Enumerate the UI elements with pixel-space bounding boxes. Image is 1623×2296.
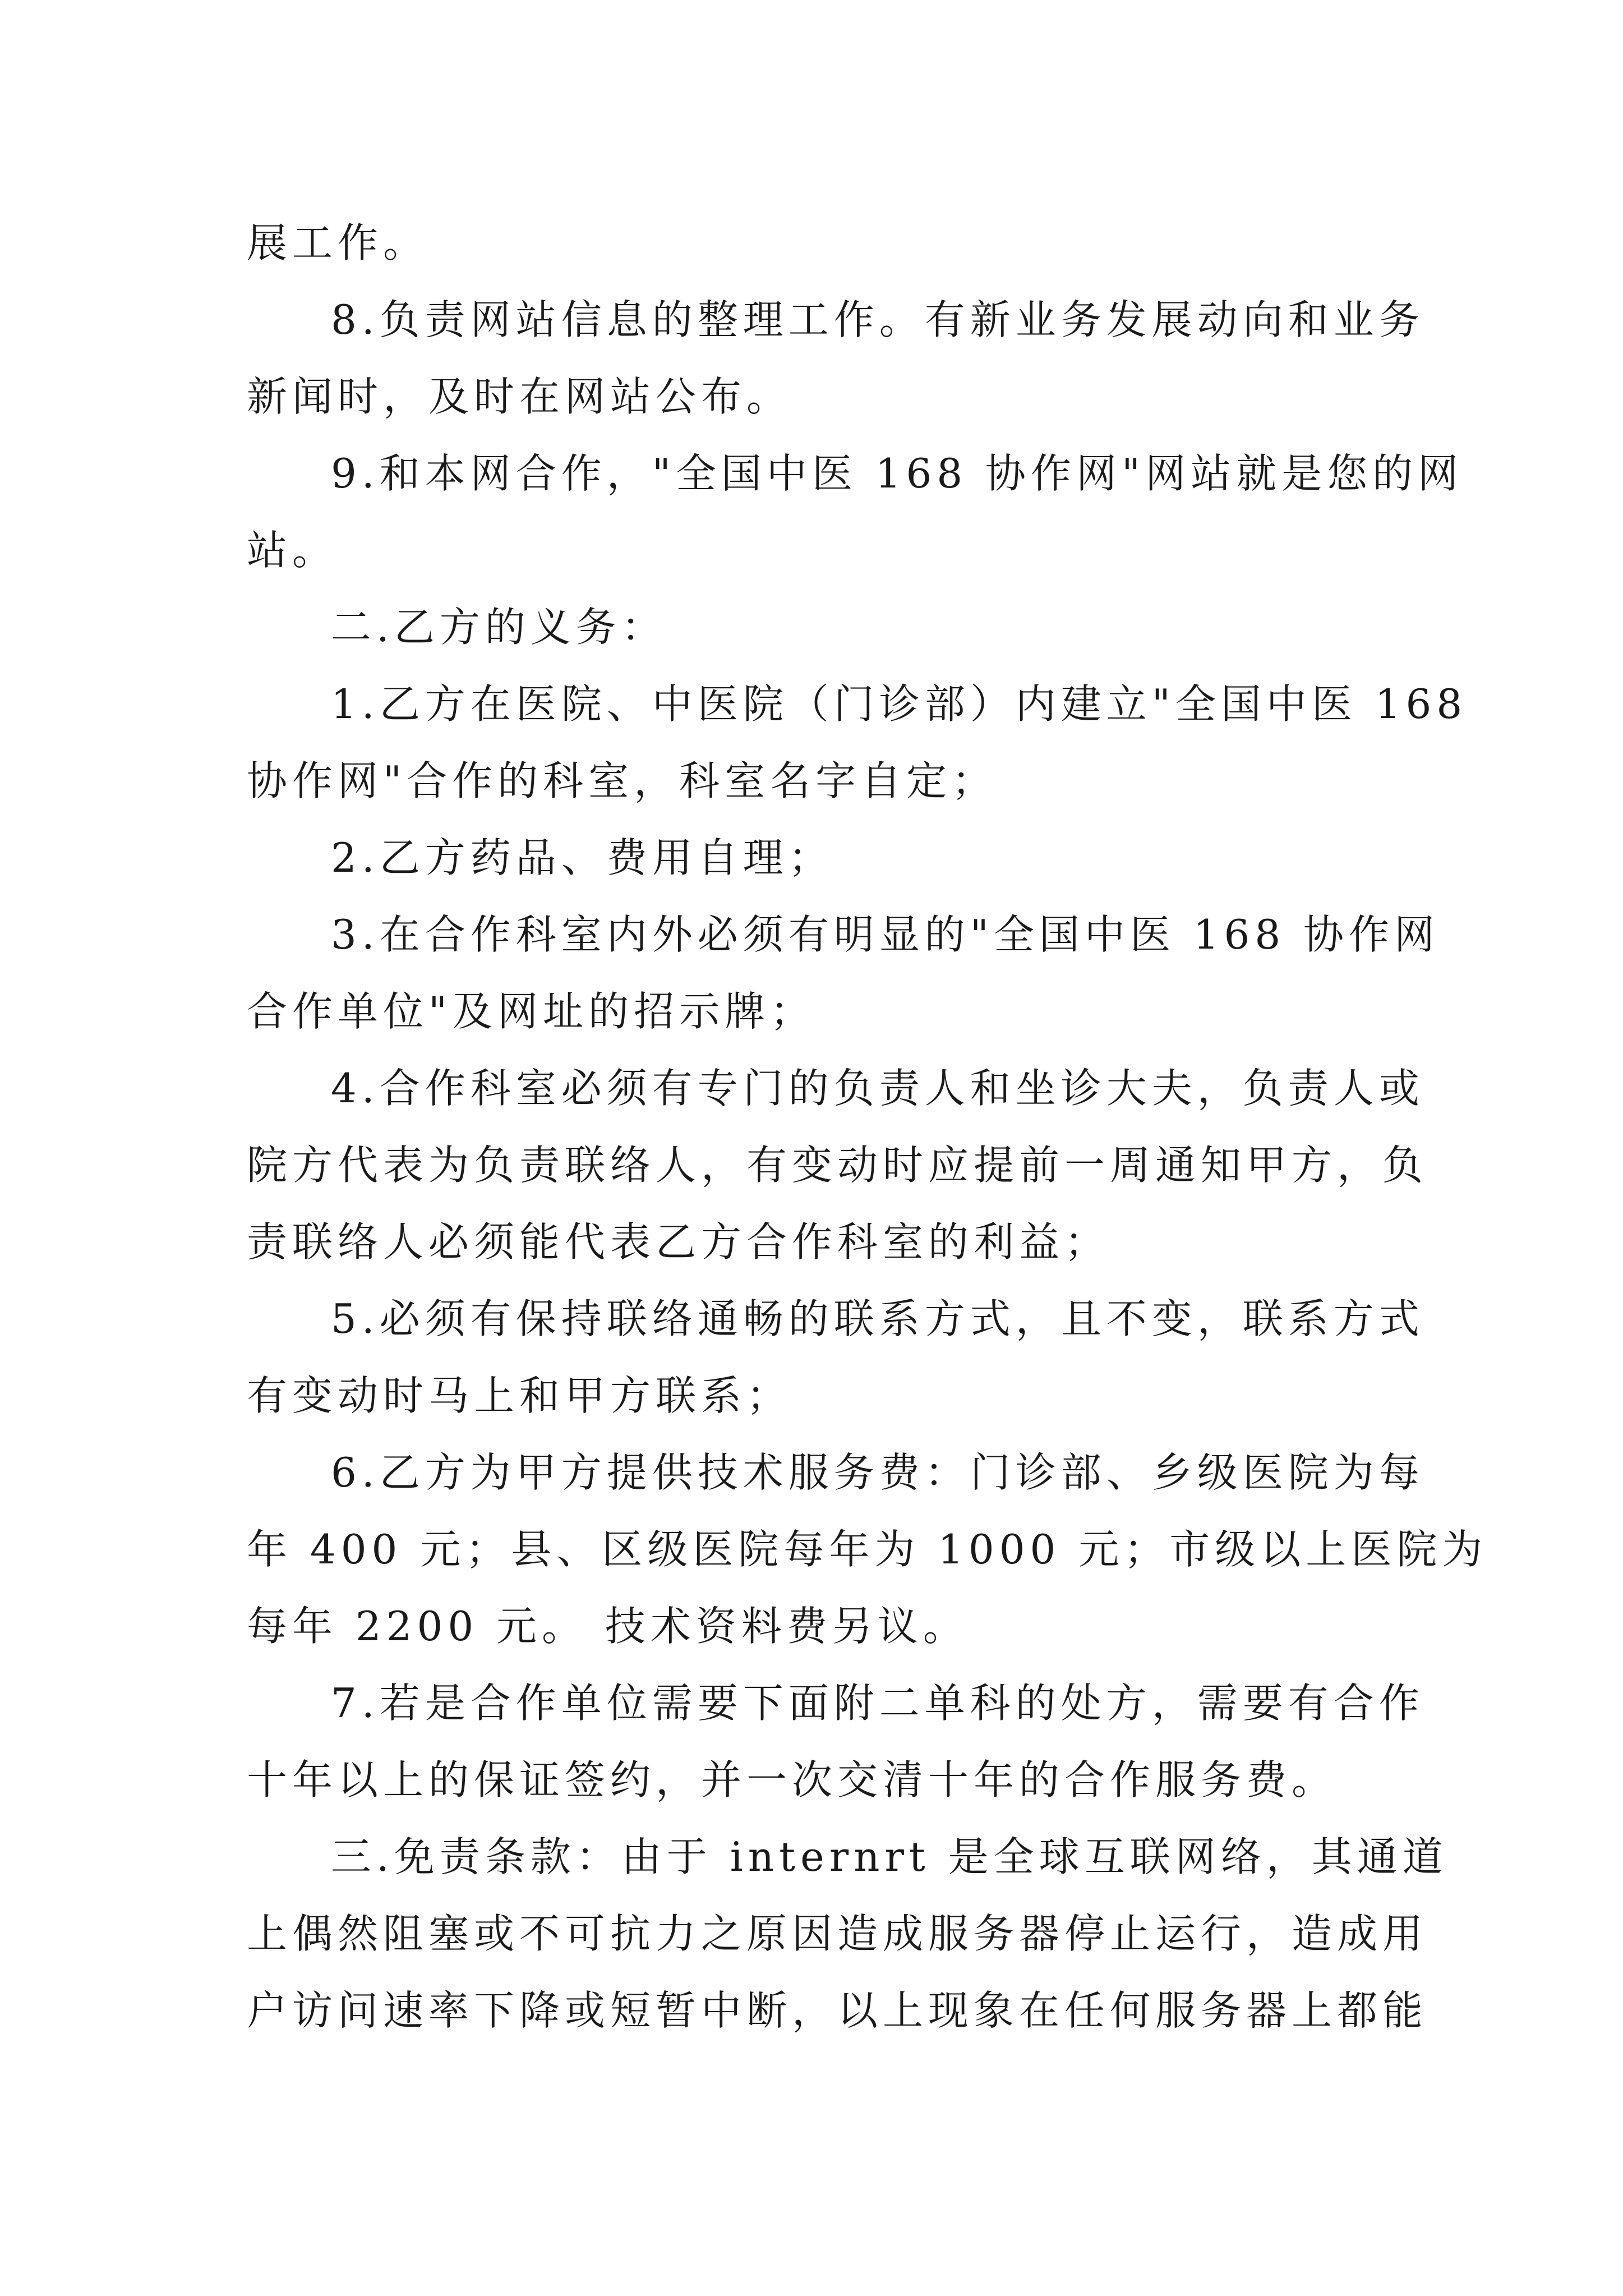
text-line: 新闻时，及时在网站公布。 [247,373,792,420]
text-line: 户访问速率下降或短暂中断，以上现象在任何服务器上都能 [247,1987,1428,2034]
text-line: 6.乙方为甲方提供技术服务费：门诊部、乡级医院为每 [331,1449,1424,1496]
text-line: 十年以上的保证签约，并一次交清十年的合作服务费。 [247,1756,1338,1803]
text-line: 5.必须有保持联络通畅的联系方式，且不变，联系方式 [331,1295,1424,1342]
section-heading: 三.免责条款：由于 internrt 是全球互联网络，其通道 [331,1833,1448,1880]
text-line: 上偶然阻塞或不可抗力之原因造成服务器停止运行，造成用 [247,1910,1428,1957]
text-line: 1.乙方在医院、中医院（门诊部）内建立"全国中医 168 [331,680,1468,728]
text-line: 7.若是合作单位需要下面附二单科的处方，需要有合作 [331,1680,1424,1727]
text-line: 站。 [247,527,338,574]
text-line: 9.和本网合作，"全国中医 168 协作网"网站就是您的网 [331,450,1464,497]
text-line: 有变动时马上和甲方联系； [247,1372,792,1419]
text-line: 2.乙方药品、费用自理； [331,834,834,881]
text-line: 年 400 元；县、区级医院每年为 1000 元；市级以上医院为 [247,1526,1488,1573]
text-line: 合作单位"及网址的招示牌； [247,988,816,1035]
text-line: 3.在合作科室内外必须有明显的"全国中医 168 协作网 [331,911,1440,958]
section-heading: 二.乙方的义务： [331,604,667,651]
text-line: 8.负责网站信息的整理工作。有新业务发展动向和业务 [331,296,1424,343]
text-line: 责联络人必须能代表乙方合作科室的利益； [247,1218,1110,1266]
text-line: 协作网"合作的科室，科室名字自定； [247,757,998,804]
text-line: 院方代表为负责联络人，有变动时应提前一周通知甲方，负 [247,1142,1428,1189]
text-line: 4.合作科室必须有专门的负责人和坐诊大夫，负责人或 [331,1065,1424,1112]
document-body [247,205,1488,2049]
text-line: 每年 2200 元。 技术资料费另议。 [247,1603,969,1650]
text-line: 展工作。 [247,219,429,266]
